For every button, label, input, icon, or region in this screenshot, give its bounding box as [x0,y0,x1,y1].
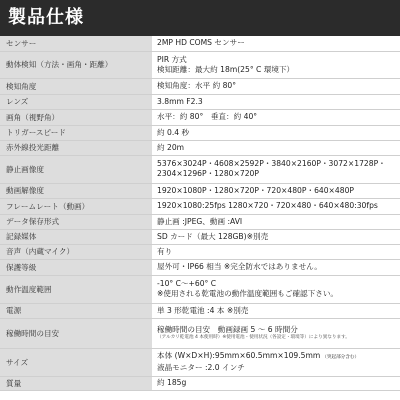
spec-table [0,36,400,391]
spec-label: 画角（視野角） [0,109,152,125]
spec-value-line: 3.8mm F2.3 [157,96,203,106]
spec-value [152,303,400,318]
spec-row [0,229,400,244]
spec-row [0,214,400,229]
spec-value [152,140,400,155]
spec-label: 電源 [0,303,152,318]
spec-value-line: PIR 方式 [157,54,187,64]
spec-label: 音声（内蔵マイク） [0,244,152,259]
spec-value [152,198,400,214]
spec-value [152,155,400,183]
spec-row [0,51,400,78]
spec-value [152,183,400,198]
spec-row [0,94,400,109]
spec-label: レンズ [0,94,152,109]
spec-value-line: 稼働時間の目安 動画録画 5 〜 6 時間分 [157,325,298,334]
spec-row [0,155,400,183]
spec-label: センサー [0,36,152,51]
spec-row [0,183,400,198]
spec-value-line: 約 20m [157,142,185,152]
spec-value-line: 有り [157,246,173,256]
spec-value-line: -10° C〜+60° C [157,279,217,288]
spec-row [0,244,400,259]
spec-row [0,348,400,376]
spec-label: 質量 [0,376,152,390]
spec-value [152,78,400,94]
spec-value-line: 検知距離：最大約 18m(25° C 環境下） [157,64,295,74]
spec-value-line: 5376×3024P・4608×2592P・3840×2160P・3072×1728P・ [157,159,386,168]
spec-value [152,348,400,376]
spec-label: フレームレート（動画） [0,198,152,214]
spec-label: 稼働時間の目安 [0,318,152,348]
spec-row [0,198,400,214]
spec-value [152,125,400,140]
spec-value [152,318,400,348]
spec-label: 検知角度 [0,78,152,94]
spec-label: 動画解像度 [0,183,152,198]
spec-row [0,318,400,348]
spec-row [0,376,400,390]
spec-value-line: 単 3 形乾電池 :4 本 ※別売 [157,305,249,315]
spec-value-line: 検知角度：水平 約 80° [157,81,237,90]
spec-value-line: 水平：約 80° 垂直：約 40° [157,112,258,121]
spec-value [152,259,400,275]
spec-value [152,244,400,259]
spec-value-note: （突起部分含む） [322,355,360,360]
spec-value-line: 本体 (W×D×H):95mm×60.5mm×109.5mm [157,351,321,360]
spec-row [0,109,400,125]
spec-value-line: 1920×1080P・1280×720P・720×480P・640×480P [157,185,354,195]
spec-value-footnote: （アルカリ乾電池 4 本使用時）※使用電池・使用状況（各設定・環境等）により異なります。 [157,335,350,340]
spec-label: 静止画像度 [0,155,152,183]
spec-value-line: 液晶モニター :2.0 インチ [157,363,245,372]
spec-row [0,275,400,303]
spec-header [0,0,400,36]
spec-label: 記録媒体 [0,229,152,244]
spec-label: 動作温度範囲 [0,275,152,303]
spec-value-line: 約 185g [157,378,187,387]
spec-value [152,94,400,109]
spec-row [0,36,400,51]
spec-label: 動体検知（方法・画角・距離） [0,51,152,78]
spec-row [0,78,400,94]
spec-label: 保護等級 [0,259,152,275]
spec-value-line: 2304×1296P・1280×720P [157,169,259,178]
spec-label: データ保存形式 [0,214,152,229]
spec-label: トリガースピード [0,125,152,140]
spec-value [152,229,400,244]
spec-value [152,36,400,51]
spec-label: サイズ [0,348,152,376]
spec-row [0,125,400,140]
page-title: 製品仕様 [8,7,84,28]
spec-row [0,259,400,275]
spec-value [152,214,400,229]
spec-value-line: 約 0.4 秒 [157,127,190,137]
spec-value-line: 屋外可・IP66 相当 ※完全防水ではありません。 [157,262,322,271]
spec-value-line: ※使用される乾電池の動作温度範囲もご確認下さい。 [157,289,339,298]
spec-value [152,51,400,78]
spec-row [0,140,400,155]
spec-value [152,109,400,125]
spec-value-line: 静止画 :JPEG、動画 :AVI [157,216,243,226]
spec-value [152,376,400,390]
spec-value [152,275,400,303]
spec-value-line: 2MP HD COMS センサー [157,38,245,48]
spec-value-line: 1920×1080:25fps 1280×720・720×480・640×480:30fps [157,201,378,210]
spec-value-line: SD カード（最大 128GB)※別売 [157,231,269,241]
spec-label: 赤外線投光距離 [0,140,152,155]
spec-row [0,303,400,318]
